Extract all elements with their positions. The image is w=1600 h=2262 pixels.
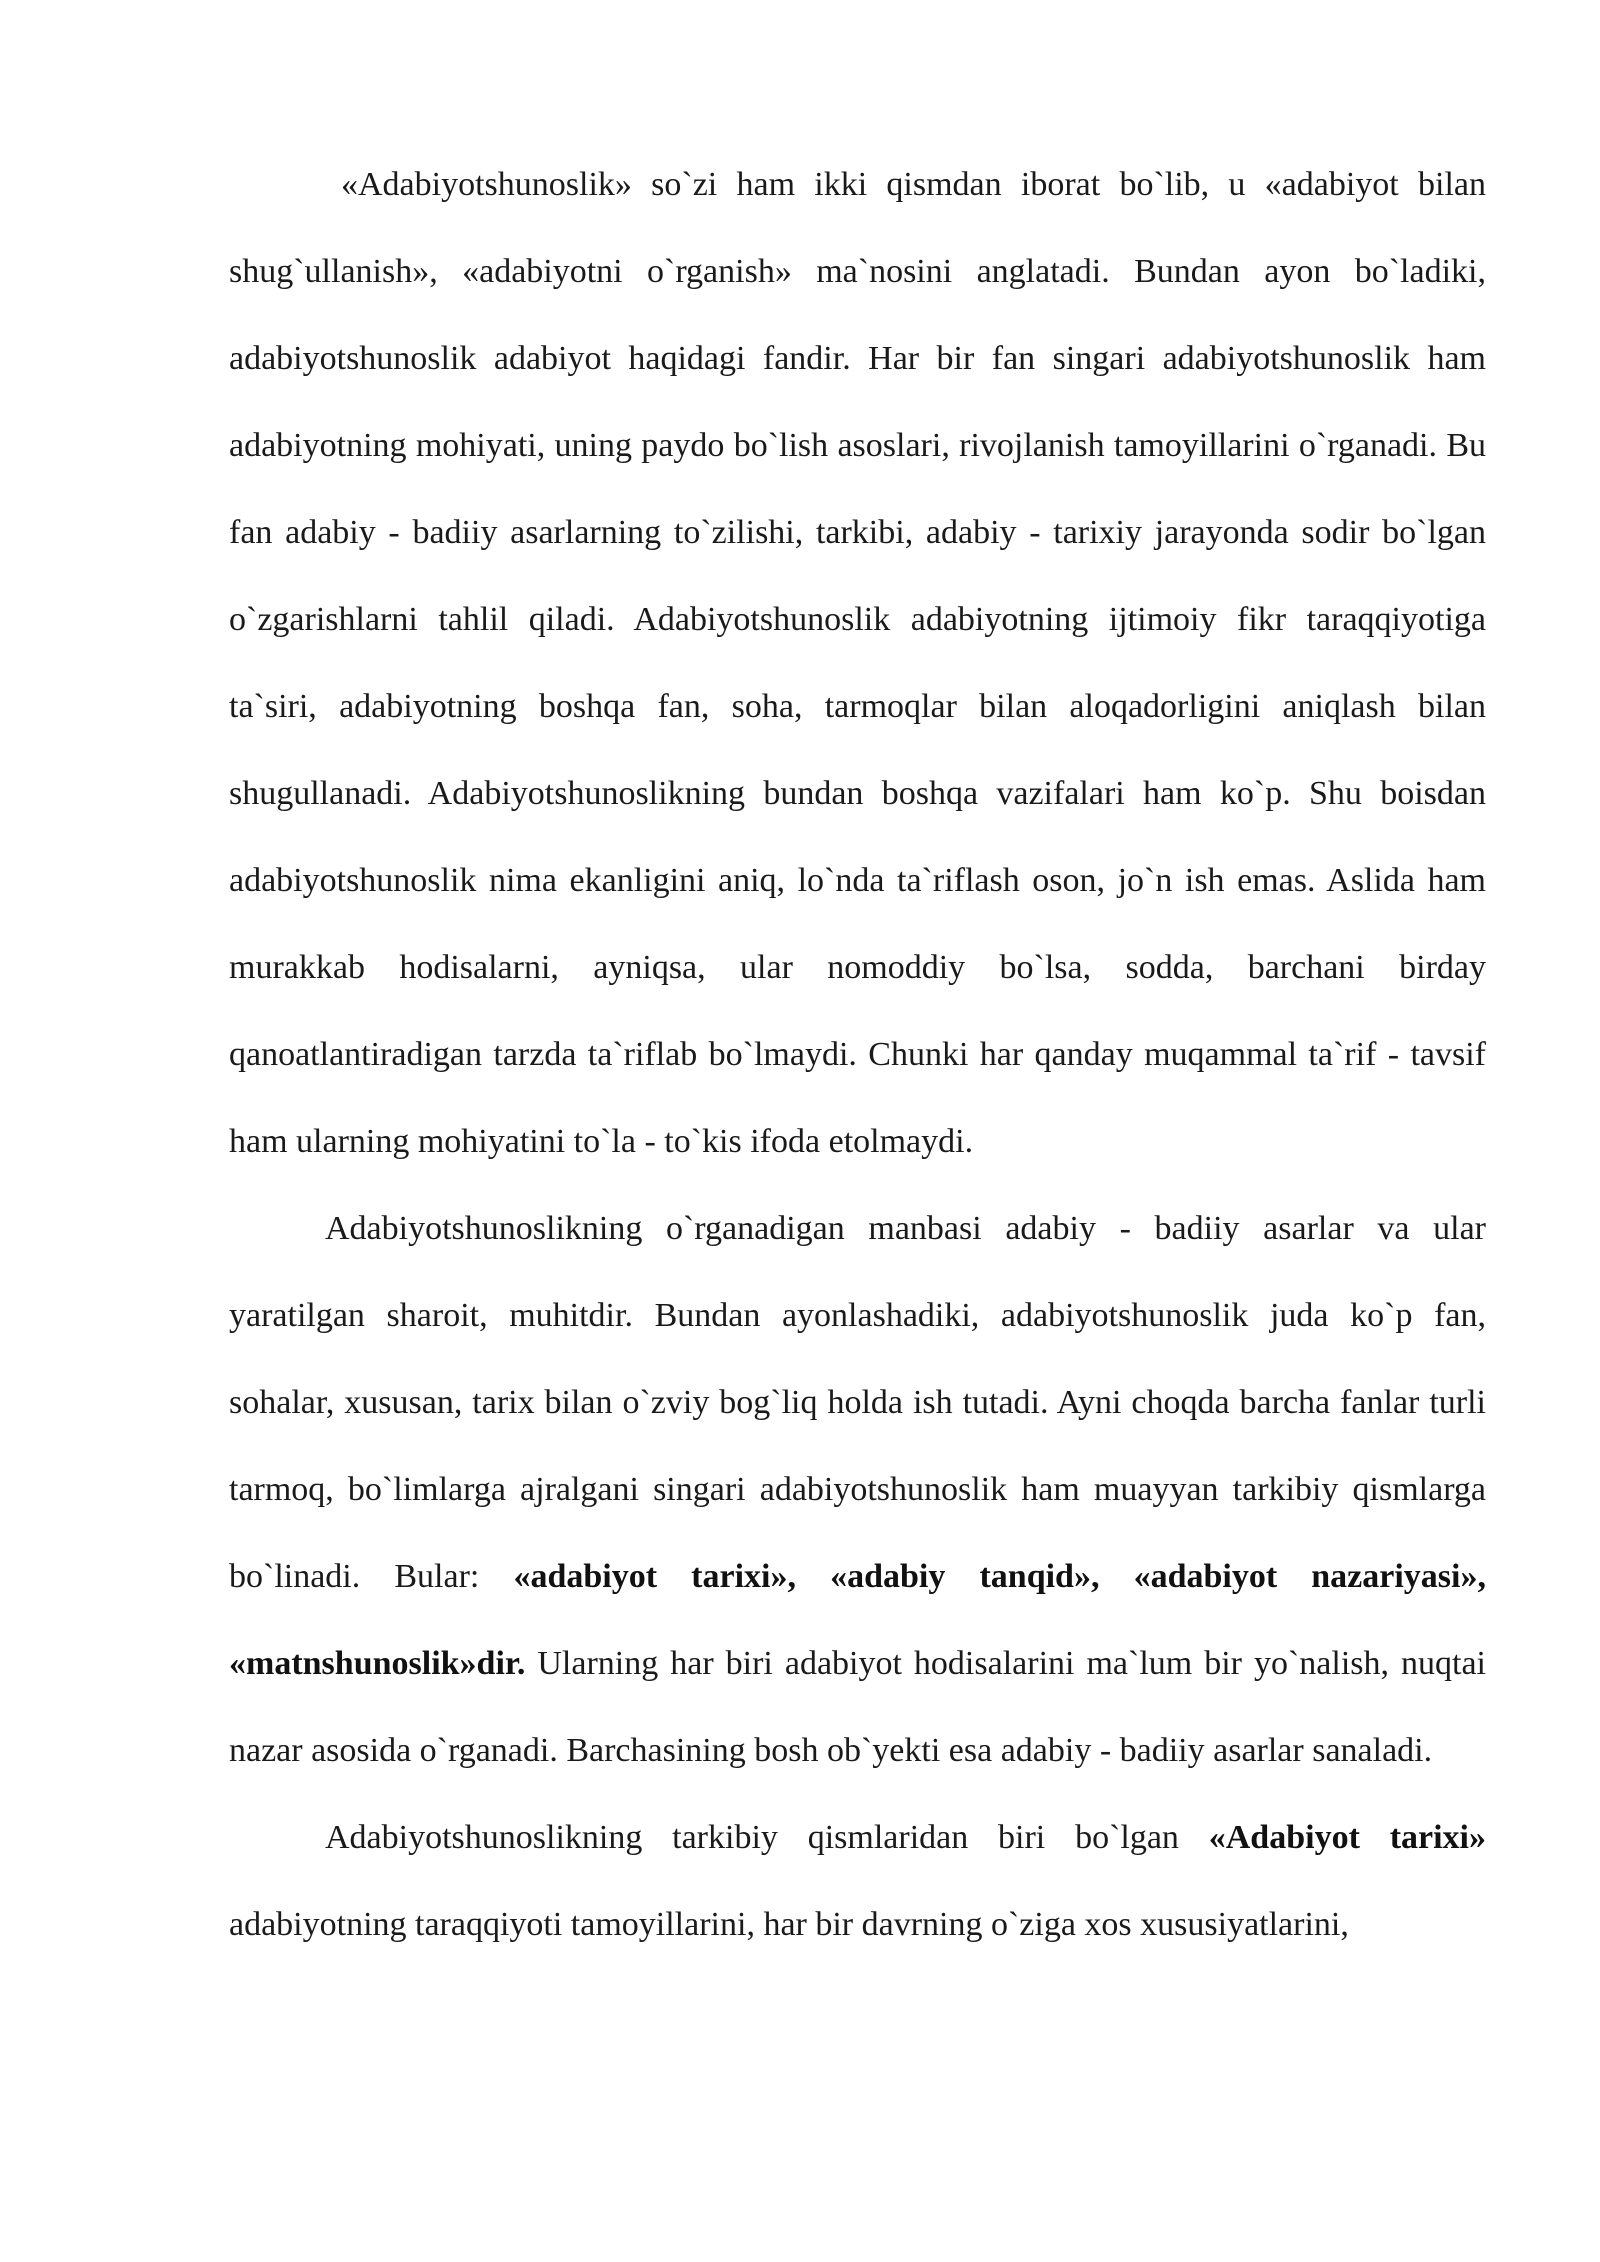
paragraph-3-text-start: Adabiyotshunoslikning tarkibiy qismlaridan biri bo`lgan [325,1819,1209,1856]
paragraph-2-text-end: Ularning har biri adabiyot hodisalarini ma`lum bir yo`nalish, nuqtai nazar asosida o`rganadi. Barchasining bosh ob`yekti esa adabiy - badiiy asarlar sanaladi. [229,1645,1486,1769]
paragraph-3-text-end: adabiyotning taraqqiyoti tamoyillarini, har bir davrning o`ziga xos xususiyatlarini, [229,1906,1349,1943]
paragraph-2 [229,1185,1486,1794]
document-body [229,141,1486,1968]
paragraph-1-text: «Adabiyotshunoslik» so`zi ham ikki qismdan iborat bo`lib, u «adabiyot bilan shug`ullanish», «adabiyotni o`rganish» ma`nosini anglatadi. Bundan ayon bo`ladiki, adabiyotshunoslik adabiyot haqidagi fandir. Har bir fan singari adabiyotshunoslik ham adabiyotning mohiyati, uning paydo bo`lish asoslari, rivojlanish tamoyillarini o`rganadi. Bu fan adabiy - badiiy asarlarning to`zilishi, tarkibi, adabiy - tarixiy jarayonda sodir bo`lgan o`zgarishlarni tahlil qiladi. Adabiyotshunoslik adabiyotning ijtimoiy fikr taraqqiyotiga ta`siri, adabiyotning boshqa fan, soha, tarmoqlar bilan aloqadorligini aniqlash bilan shugullanadi. Adabiyotshunoslikning bundan boshqa vazifalari ham ko`p. Shu boisdan adabiyotshunoslik nima ekanligini aniq, lo`nda ta`riflash oson, jo`n ish emas. Aslida ham murakkab hodisalarni, ayniqsa, ular nomoddiy bo`lsa, sodda, barchani birday qanoatlantiradigan tarzda ta`riflab bo`lmaydi. Chunki har qanday muqammal ta`rif - tavsif ham ularning mohiyatini to`la - to`kis ifoda etolmaydi. [229,166,1486,1160]
paragraph-3 [229,1794,1486,1968]
paragraph-2-bold-terms: «adabiyot tarixi», «adabiy tanqid», «adabiyot nazariyasi», «matnshunoslik»dir. [229,1558,1486,1682]
paragraph-3-bold-term: «Adabiyot tarixi» [1208,1819,1487,1856]
paragraph-2-text-start: Adabiyotshunoslikning o`rganadigan manbasi adabiy - badiiy asarlar va ular yaratilgan sharoit, muhitdir. Bundan ayonlashadiki, adabiyotshunoslik juda ko`p fan, sohalar, xususan, tarix bilan o`zviy bog`liq holda ish tutadi. Ayni choqda barcha fanlar turli tarmoq, bo`limlarga ajralgani singari adabiyotshunoslik ham muayyan tarkibiy qismlarga bo`linadi. Bular: [229,1210,1486,1595]
paragraph-1 [229,141,1486,1185]
